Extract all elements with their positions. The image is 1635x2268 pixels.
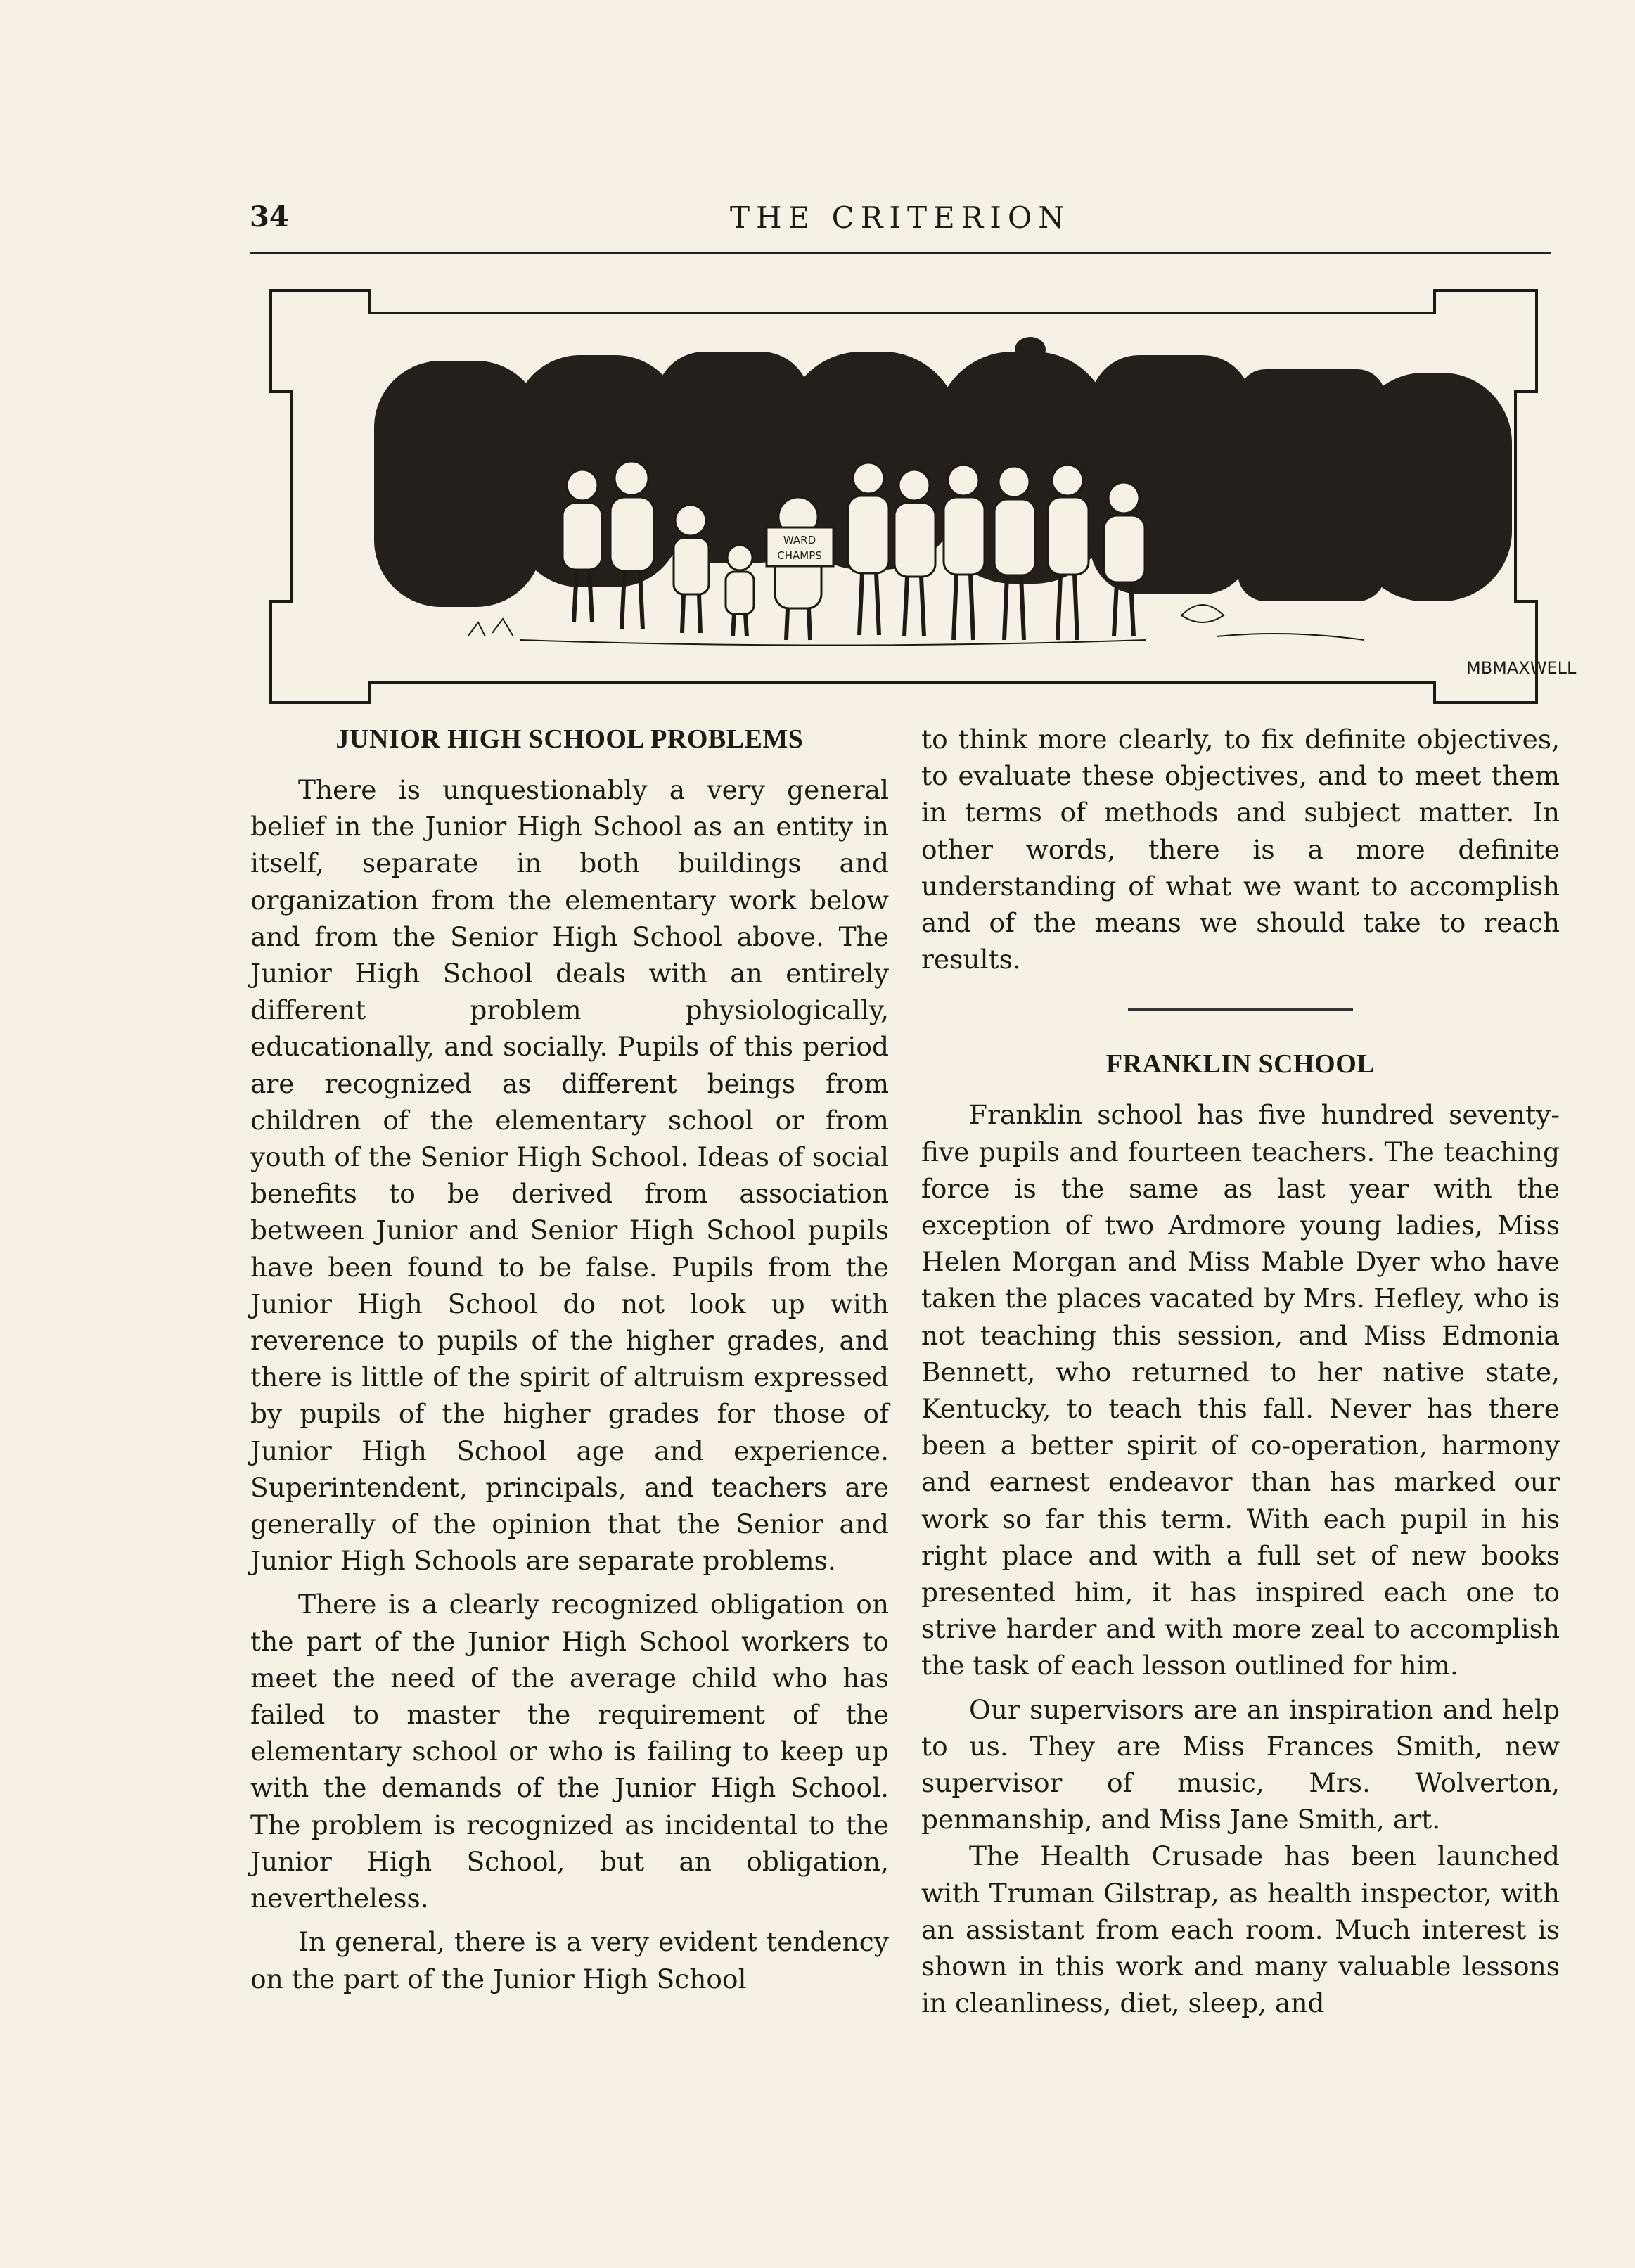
ward-champs-sign: [767, 527, 833, 566]
schools-banner-illustration: [267, 285, 1577, 707]
sign-text-ward: WARD: [783, 534, 816, 546]
ground-strokes: [468, 605, 1364, 646]
junior-high-continuation: to think more clearly, to fix definite objectives, to evaluate these objectives, and to meet them in terms of methods and subject matter. In other words, there is a more definite understanding of what we want to accomplish and of the means we should take to reach results.: [921, 724, 1560, 975]
right-column: [921, 721, 1560, 2022]
franklin-paragraph-3: The Health Crusade has been launched with Truman Gilstrap, as health inspector, with an assistant from each room. Much interest is shown in this work and many valuable lessons in cleanliness, diet, sleep, and: [921, 1840, 1560, 2019]
running-title: THE CRITERION: [729, 200, 1071, 235]
left-column: [250, 721, 889, 1997]
sign-text-champs: CHAMPS: [777, 549, 822, 562]
franklin-paragraph-1: Franklin school has five hundred seventy-five pupils and fourteen teachers. The teaching force is the same as last year with the exception of two Ardmore young ladies, Miss Helen Morgan and Miss Mable Dyer who have taken the places vacated by Mrs. Hefley, who is not teaching this session, and Miss Edmonia Bennett, who returned to her native state, Kentucky, to teach this fall. Never has there been a better spirit of co-operation, harmony and earnest endeavor than has marked our work so far this term. With each pupil in his right place and with a full set of new books presented him, it has inspired each one to strive harder and with more zeal to accomplish the task of each lesson outlined for him.: [921, 1099, 1560, 1681]
junior-high-paragraph-2: There is a clearly recognized obligation on the part of the Junior High School workers to meet the need of the average child who has failed to master the requirement of the elementary school or who is failing to keep up with the demands of the Junior High School. The problem is recognized as incidental to the Junior High School, but an obligation, nevertheless.: [250, 1589, 889, 1914]
junior-high-paragraph-1: There is unquestionably a very general belief in the Junior High School as an entity in itself, separate in both buildings and organization from the elementary work below and from the Senior High School above. The Junior High School deals with an entirely different problem physiologically, educationally, and socially. Pupils of this period are recognized as different beings from children of the elementary school or from youth of the Senior High School. Ideas of social benefits to be derived from association between Junior and Senior High School pupils have been found to be false. Pupils from the Junior High School do not look up with reverence to pupils of the higher grades, and there is little of the spirit of altruism expressed by pupils of the higher grades for those of Junior High School age and experience. Superintendent, principals, and teachers are generally of the opinion that the Senior and Junior High Schools are separate problems.: [250, 774, 889, 1577]
banner-drawing: [267, 285, 1577, 707]
franklin-school-heading: FRANKLIN SCHOOL: [1105, 1049, 1376, 1079]
section-divider: [1128, 1008, 1353, 1011]
junior-high-paragraph-3: In general, there is a very evident tendency on the part of the Junior High School: [250, 1926, 889, 1994]
artist-signature: MBMAXWELL: [1466, 658, 1577, 678]
junior-high-heading: JUNIOR HIGH SCHOOL PROBLEMS: [335, 724, 804, 754]
schools-lettering: [374, 337, 1512, 607]
page-number: 34: [250, 200, 289, 233]
header-rule: [250, 252, 1551, 254]
franklin-paragraph-2: Our supervisors are an inspiration and help to us. They are Miss Frances Smith, new supervisor of music, Mrs. Wolverton, penmanship, and Miss Jane Smith, art.: [921, 1693, 1560, 1835]
running-header: [250, 200, 1551, 243]
